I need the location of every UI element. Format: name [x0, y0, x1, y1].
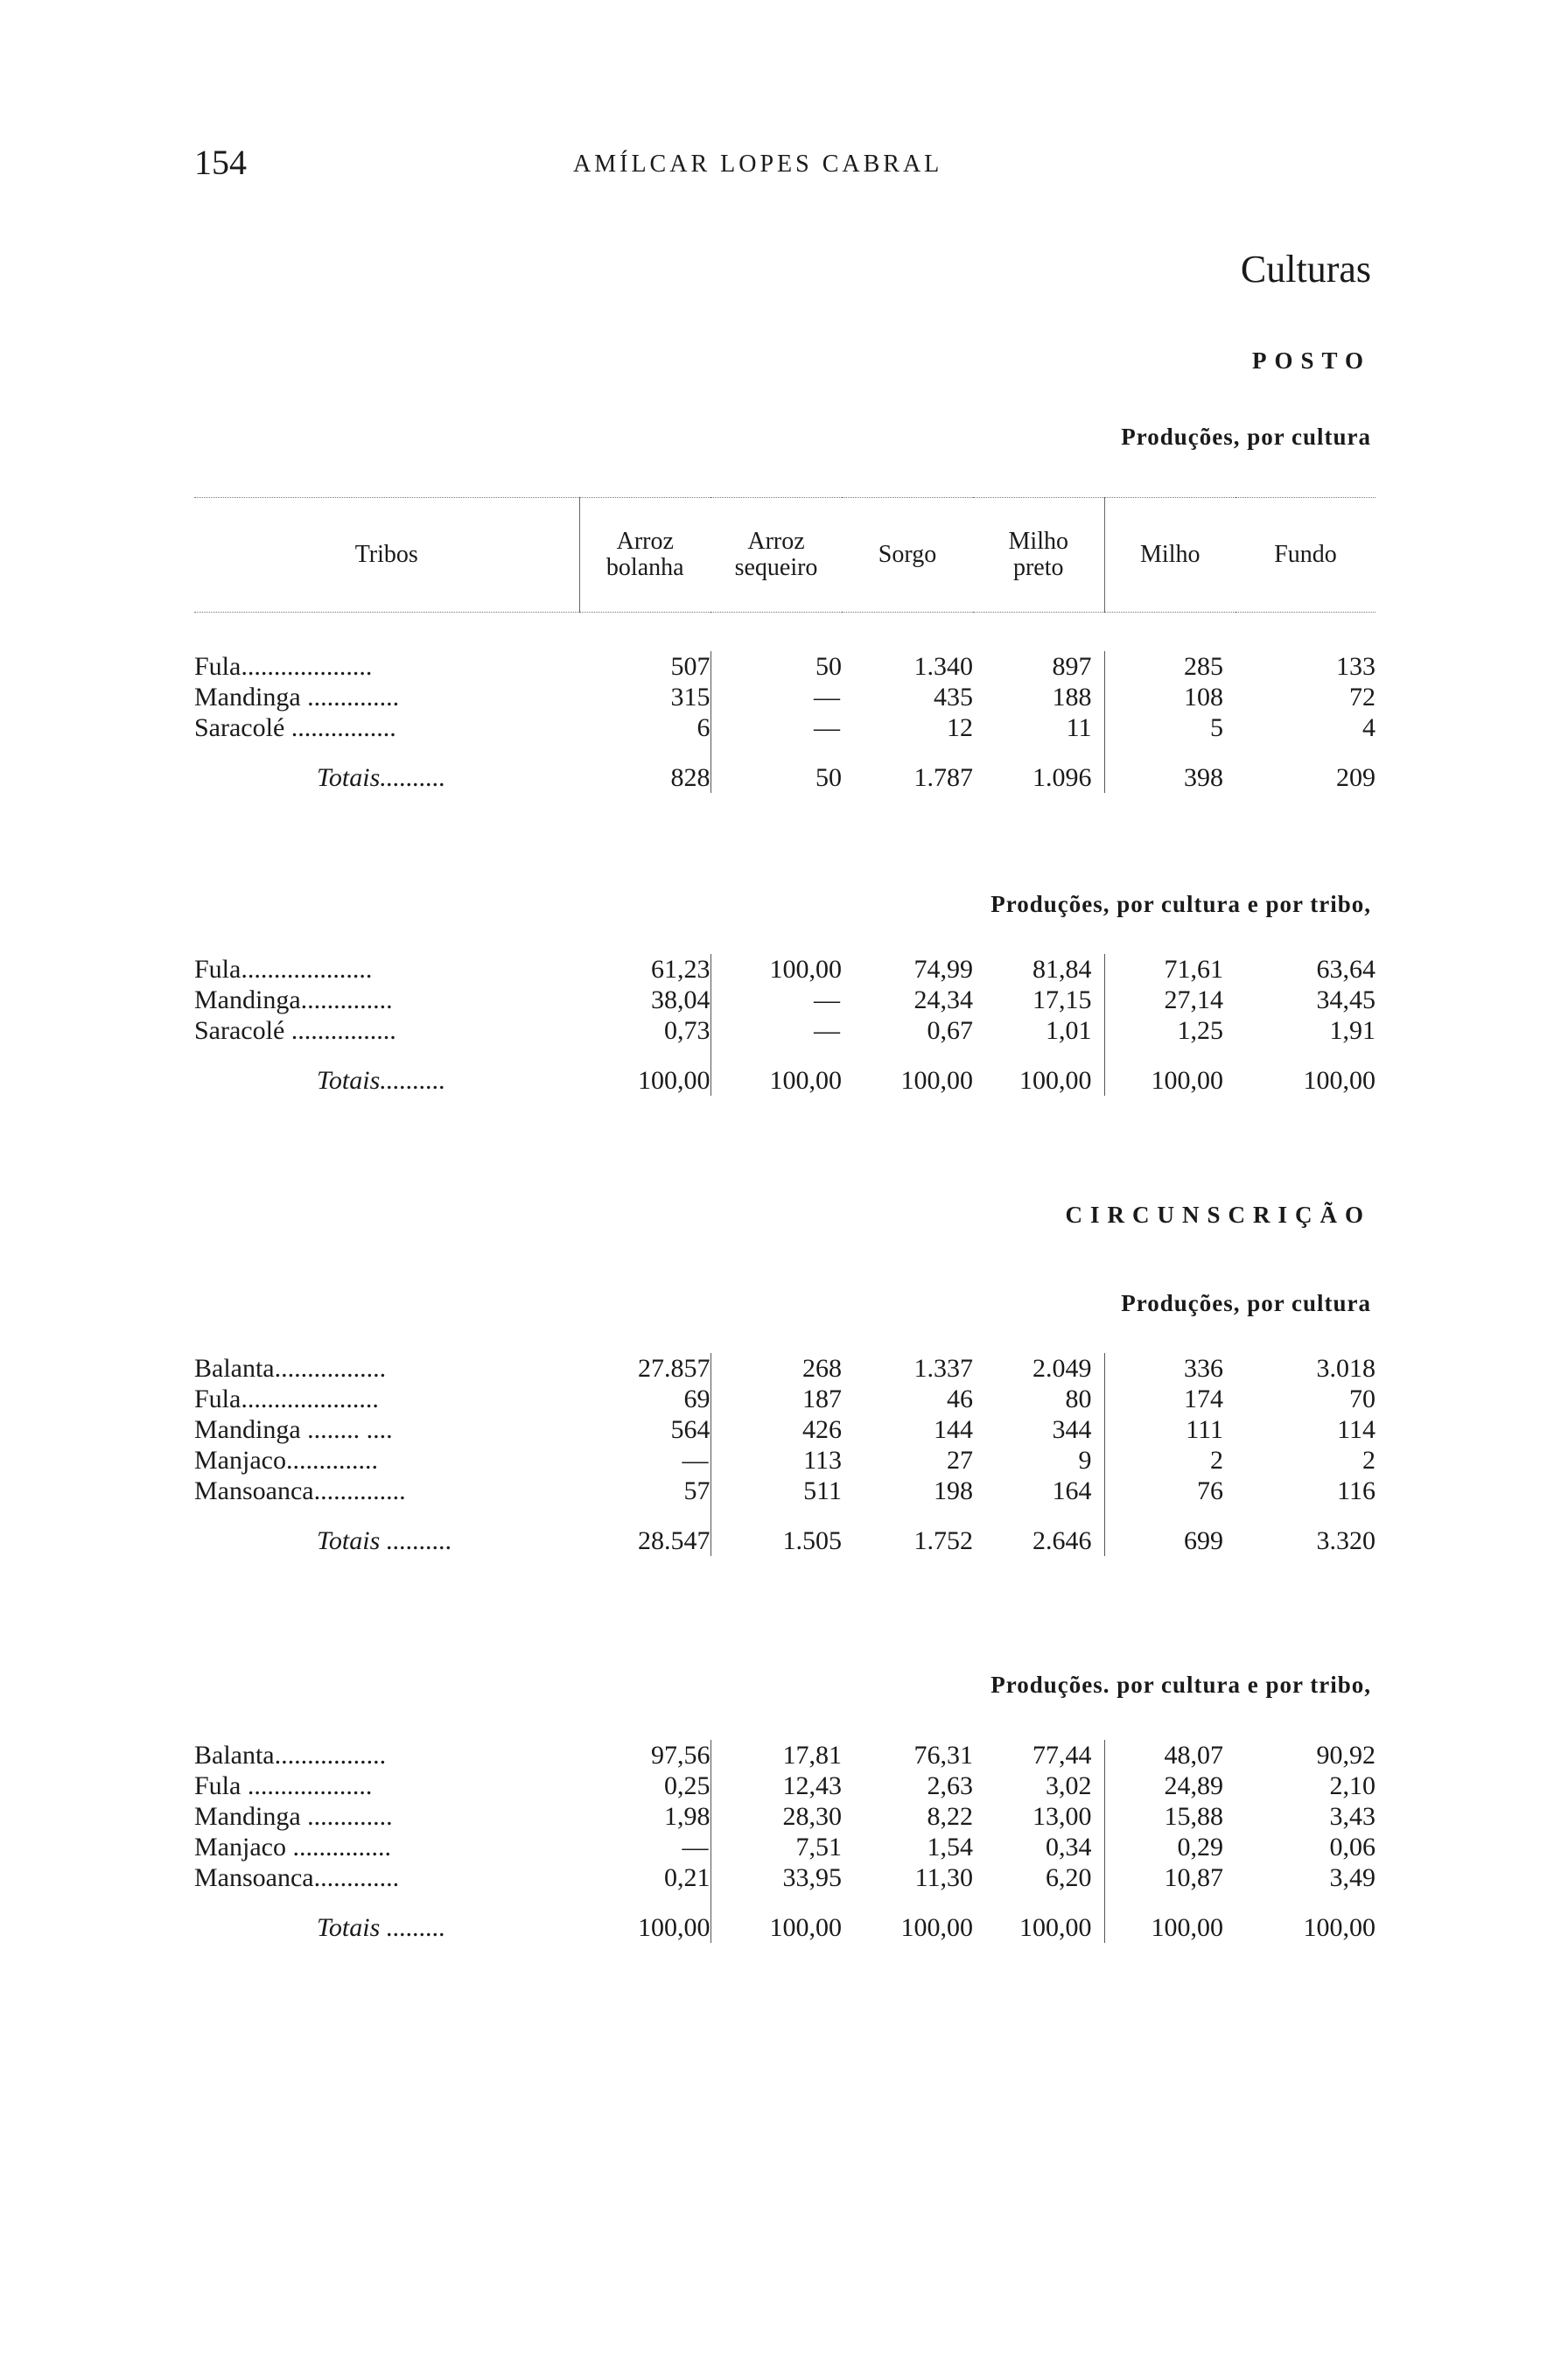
total-label: Totais.......... [317, 763, 446, 792]
table-cell: 90,92 [1316, 1741, 1376, 1770]
table-row [194, 954, 1376, 985]
table-cell: 57 [579, 1476, 710, 1506]
table-cell: 27 [947, 1446, 973, 1475]
tribe-name: Manjaco.............. [194, 1446, 378, 1475]
table-cell: 187 [802, 1385, 842, 1413]
table-cell: 344 [973, 1414, 1104, 1445]
table-cell: 5 [1210, 713, 1223, 742]
table-circunscricao-by-culture [194, 1353, 1376, 1556]
table-cell: 50 [816, 652, 842, 681]
table-cell: 46 [947, 1385, 973, 1413]
column-header-tribos: Tribos [354, 541, 418, 568]
table-cell: 1.096 [973, 743, 1104, 793]
table-cell: 174 [1184, 1385, 1223, 1413]
column-header [194, 497, 1376, 613]
table-cell: 11 [973, 712, 1104, 743]
table-cell: 100,00 [769, 955, 842, 984]
table-cell: — [579, 1832, 710, 1862]
table-cell: 76 [1197, 1476, 1223, 1505]
table-cell: 13,00 [973, 1801, 1104, 1832]
section-heading-circunscricao: CIRCUNSCRIÇÃO [1065, 1202, 1371, 1228]
table-cell: 0,67 [927, 1016, 973, 1045]
table-cell: 100,00 [1151, 1913, 1223, 1942]
table-cell: 71,61 [1164, 955, 1223, 984]
table-cell: 1,25 [1177, 1016, 1223, 1045]
table-cell: 1,01 [973, 1015, 1104, 1046]
table-row [194, 651, 1376, 682]
table-cell: 76,31 [914, 1741, 973, 1770]
table-cell: 15,88 [1164, 1802, 1223, 1831]
running-head: AMÍLCAR LOPES CABRAL [573, 151, 943, 178]
table-row [194, 1740, 1376, 1770]
table-cell: 315 [579, 682, 710, 712]
table-cell: 11,30 [914, 1863, 973, 1892]
table-cell: 81,84 [973, 954, 1104, 985]
table-cell: 144 [934, 1415, 973, 1444]
subtitle-posto-by-tribe: Produções, por cultura e por tribo, [990, 891, 1371, 917]
table-cell: 1.337 [914, 1354, 973, 1383]
table-cell: 1.505 [782, 1526, 842, 1555]
table-cell: 100,00 [973, 1046, 1104, 1096]
table-cell: — [579, 1445, 710, 1476]
tribe-name: Mandinga ............. [194, 1802, 393, 1831]
table-cell: 133 [1336, 652, 1376, 681]
tribe-name: Fula..................... [194, 1385, 379, 1413]
tribe-name: Balanta................. [194, 1354, 387, 1383]
tribe-name: Mandinga .............. [194, 683, 400, 712]
table-cell: 12,43 [782, 1771, 842, 1800]
table-cell: 0,29 [1177, 1833, 1223, 1862]
table-cell: 27,14 [1164, 985, 1223, 1014]
table-cell: 1,91 [1329, 1016, 1376, 1045]
tribe-name: Balanta................. [194, 1741, 387, 1770]
table-cell: 2 [1362, 1446, 1376, 1475]
table-cell: 3,43 [1329, 1802, 1376, 1831]
table-cell: 72 [1349, 683, 1376, 712]
table-cell: 2,63 [927, 1771, 973, 1800]
table-cell: 398 [1184, 763, 1223, 792]
total-label: Totais .......... [317, 1526, 452, 1555]
tribe-name: Mansoanca.............. [194, 1476, 406, 1505]
table-cell: 2.049 [973, 1353, 1104, 1384]
table-cell: 0,73 [579, 1015, 710, 1046]
tribe-name: Fula.................... [194, 955, 373, 984]
table-row [194, 1832, 1376, 1862]
table-cell: 1.787 [914, 763, 973, 792]
table-cell: 28.547 [579, 1506, 710, 1556]
table-cell: 100,00 [973, 1893, 1104, 1943]
table-cell: 2,10 [1329, 1771, 1376, 1800]
table-cell: 48,07 [1164, 1741, 1223, 1770]
table-cell: 100,00 [1303, 1066, 1376, 1095]
table-cell: 3.018 [1316, 1354, 1376, 1383]
table-cell: 100,00 [769, 1066, 842, 1095]
table-cell: 10,87 [1164, 1863, 1223, 1892]
table-row [194, 682, 1376, 712]
table-cell: 507 [579, 651, 710, 682]
table-cell: 100,00 [579, 1893, 710, 1943]
table-cell: 0,06 [1329, 1833, 1376, 1862]
table-cell: 511 [803, 1476, 842, 1505]
tribe-name: Mandinga ........ .... [194, 1415, 393, 1444]
tribe-name: Manjaco ............... [194, 1833, 391, 1862]
table-total-row [194, 1046, 1376, 1096]
table-row [194, 712, 1376, 743]
table-cell: 116 [1337, 1476, 1376, 1505]
table-cell: 3.320 [1316, 1526, 1376, 1555]
table-total-row [194, 743, 1376, 793]
table-cell: 2.646 [973, 1506, 1104, 1556]
subtitle-circunscricao-by-tribe: Produções. por cultura e por tribo, [990, 1672, 1371, 1698]
table-cell: 77,44 [973, 1740, 1104, 1770]
total-label: Totais ......... [317, 1913, 446, 1942]
table-posto-by-culture [194, 651, 1376, 793]
table-cell: 188 [973, 682, 1104, 712]
table-cell: 0,34 [973, 1832, 1104, 1862]
table-cell: 70 [1349, 1385, 1376, 1413]
table-cell: 50 [816, 763, 842, 792]
table-cell: 34,45 [1316, 985, 1376, 1014]
table-row [194, 1384, 1376, 1414]
table-cell: 1,98 [579, 1801, 710, 1832]
table-cell: 4 [1362, 713, 1376, 742]
table-cell: 17,15 [973, 985, 1104, 1015]
table-posto-by-tribe [194, 954, 1376, 1096]
table-row [194, 1445, 1376, 1476]
table-cell: 113 [803, 1446, 842, 1475]
table-cell: 285 [1184, 652, 1223, 681]
total-label: Totais.......... [317, 1066, 446, 1095]
table-total-row [194, 1506, 1376, 1556]
table-cell: 3,49 [1329, 1863, 1376, 1892]
table-cell: 27.857 [579, 1353, 710, 1384]
table-cell: 6 [579, 712, 710, 743]
column-header-arroz-bolanha: Arroz bolanha [579, 498, 710, 613]
table-cell: 17,81 [782, 1741, 842, 1770]
column-header-milho-preto: Milho preto [1008, 528, 1068, 581]
table-cell: 100,00 [900, 1913, 973, 1942]
table-total-row [194, 1893, 1376, 1943]
table-cell: 61,23 [579, 954, 710, 985]
table-cell: 108 [1184, 683, 1223, 712]
table-cell: 1.752 [914, 1526, 973, 1555]
tribe-name: Saracolé ................ [194, 713, 396, 742]
table-cell: 164 [973, 1476, 1104, 1506]
table-cell: 111 [1186, 1415, 1223, 1444]
table-cell: 1,54 [927, 1833, 973, 1862]
table-cell: 2 [1210, 1446, 1223, 1475]
table-cell: 100,00 [769, 1913, 842, 1942]
table-cell: 9 [973, 1445, 1104, 1476]
table-cell: 80 [973, 1384, 1104, 1414]
tribe-name: Fula ................... [194, 1771, 373, 1800]
table-row [194, 1015, 1376, 1046]
table-cell: 12 [947, 713, 973, 742]
table-row [194, 1770, 1376, 1801]
table-cell: 24,89 [1164, 1771, 1223, 1800]
table-cell: 6,20 [973, 1862, 1104, 1893]
table-cell: 209 [1336, 763, 1376, 792]
table-cell: 100,00 [1151, 1066, 1223, 1095]
table-cell: 7,51 [795, 1833, 842, 1862]
table-row [194, 1801, 1376, 1832]
table-cell: 1.340 [914, 652, 973, 681]
table-row [194, 985, 1376, 1015]
table-row [194, 1862, 1376, 1893]
table-cell: 3,02 [973, 1770, 1104, 1801]
table-cell: 63,64 [1316, 955, 1376, 984]
page-title: Culturas [1240, 248, 1371, 291]
subtitle-posto-by-culture: Produções, por cultura [1121, 424, 1371, 450]
page-number: 154 [194, 143, 247, 182]
table-cell: 426 [802, 1415, 842, 1444]
table-cell: 268 [802, 1354, 842, 1383]
table-cell: 100,00 [900, 1066, 973, 1095]
table-cell: 97,56 [579, 1740, 710, 1770]
section-heading-posto: POSTO [1251, 347, 1371, 374]
table-cell: 114 [1337, 1415, 1376, 1444]
table-cell: 198 [934, 1476, 973, 1505]
tribe-name: Mandinga.............. [194, 985, 393, 1014]
table-cell: 33,95 [782, 1863, 842, 1892]
table-cell: — [814, 683, 840, 712]
table-row [194, 1353, 1376, 1384]
table-cell: 0,21 [579, 1862, 710, 1893]
column-header-milho: Milho [1104, 498, 1236, 613]
table-cell: 100,00 [579, 1046, 710, 1096]
table-cell: — [814, 713, 840, 742]
table-row [194, 1414, 1376, 1445]
table-cell: 828 [579, 743, 710, 793]
table-cell: — [814, 1016, 840, 1045]
table-cell: 336 [1184, 1354, 1223, 1383]
table-cell: 699 [1184, 1526, 1223, 1555]
tribe-name: Mansoanca............. [194, 1863, 400, 1892]
table-cell: 38,04 [579, 985, 710, 1015]
table-cell: 74,99 [914, 955, 973, 984]
table-cell: 897 [973, 651, 1104, 682]
column-header-fundo: Fundo [1274, 541, 1337, 568]
table-cell: 24,34 [914, 985, 973, 1014]
column-header-sorgo: Sorgo [878, 541, 937, 568]
table-cell: 69 [579, 1384, 710, 1414]
table-cell: 28,30 [782, 1802, 842, 1831]
table-cell: — [814, 985, 840, 1014]
table-row [194, 1476, 1376, 1506]
subtitle-circunscricao-by-culture: Produções, por cultura [1121, 1290, 1371, 1316]
table-cell: 8,22 [927, 1802, 973, 1831]
tribe-name: Saracolé ................ [194, 1016, 396, 1045]
table-cell: 564 [579, 1414, 710, 1445]
tribe-name: Fula.................... [194, 652, 373, 681]
table-cell: 435 [934, 683, 973, 712]
table-cell: 0,25 [579, 1770, 710, 1801]
table-circunscricao-by-tribe [194, 1740, 1376, 1943]
column-header-arroz-sequeiro: Arroz sequeiro [734, 528, 818, 581]
table-cell: 100,00 [1303, 1913, 1376, 1942]
